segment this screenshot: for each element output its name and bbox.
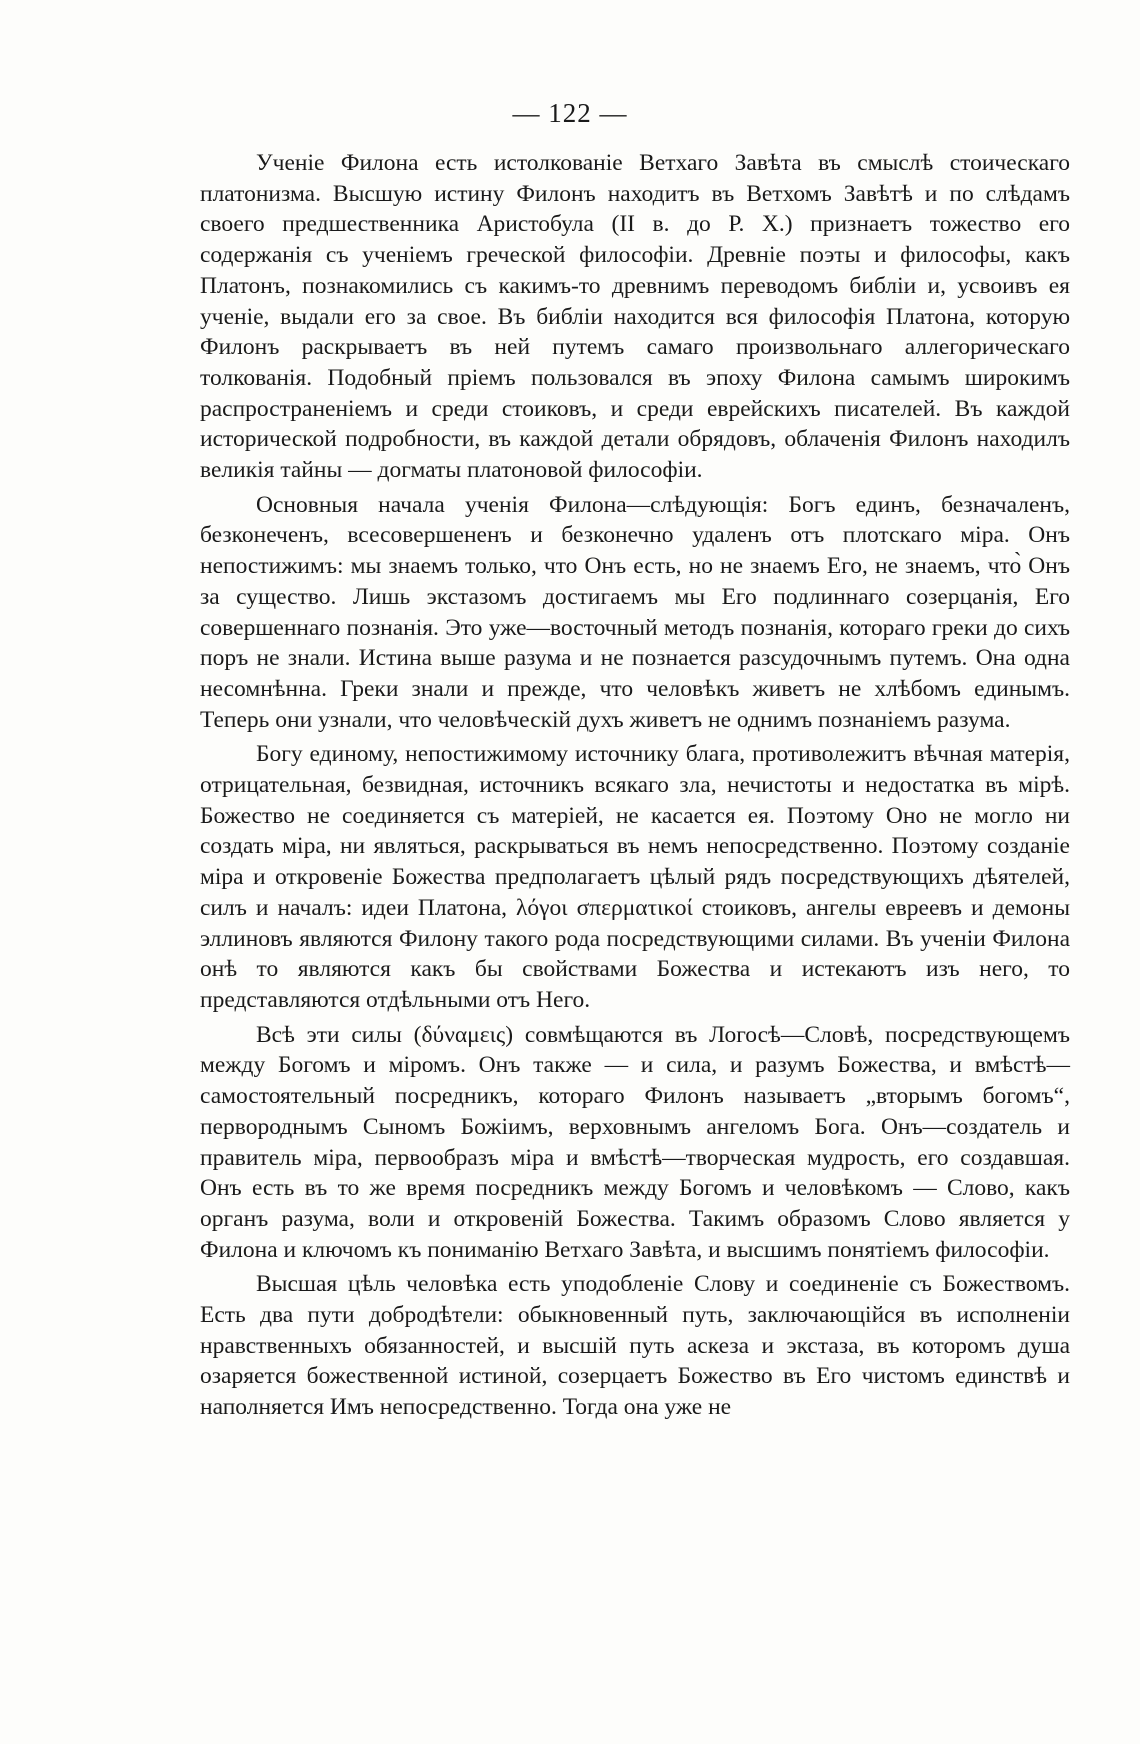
paragraph-3: Богу единому, непостижимому источнику блага, противолежитъ вѣчная матерія, отрицательная, безвидная, источникъ всякаго зла, нечистоты и недостатка въ мірѣ. Божество не соединяется съ матеріей, не касается ея. Поэтому Оно не могло ни создать міра, ни являться, раскрываться въ немъ непосредственно. Поэтому созданіе міра и откровеніе Божества предполагаетъ цѣлый рядъ посредствующихъ дѣятелей, силъ и началъ: идеи Платона, λόγοι σπερματικοί стоиковъ, ангелы евреевъ и демоны эллиновъ являются Филону такого рода посредствующими силами. Въ ученіи Филона онѣ то являются какъ бы свойствами Божества и истекаютъ изъ него, то представляются отдѣльными отъ Него. [200, 741, 1070, 1013]
paragraph-2: Основныя начала ученія Филона—слѣдующія: Богъ единъ, безначаленъ, безконеченъ, всесовершененъ и безконечно удаленъ отъ плотскаго міра. Онъ непостижимъ: мы знаемъ только, что Онъ есть, но не знаемъ Его, не знаемъ, что̀ Онъ за существо. Лишь экстазомъ достигаемъ мы Его подлиннаго созерцанія, Его совершеннаго познанія. Это уже—восточный методъ познанія, котораго греки до сихъ поръ не знали. Истина выше разума и не познается разсудочнымъ путемъ. Она одна несомнѣнна. Греки знали и прежде, что человѣкъ живетъ не хлѣбомъ единымъ. Теперь они узнали, что человѣческій духъ живетъ не однимъ познаніемъ разума. [200, 491, 1070, 733]
paragraph-5: Высшая цѣль человѣка есть уподобленіе Слову и соединеніе съ Божествомъ. Есть два пути добродѣтели: обыкновенный путь, заключающійся въ исполненіи нравственныхъ обязанностей, и высшій путь аскеза и экстаза, въ которомъ душа озаряется божественной истиной, созерцаетъ Божество въ Его чистомъ единствѣ и наполняется Имъ непосредственно. Тогда она уже не [200, 1271, 1070, 1421]
paragraph-4: Всѣ эти силы (δύναμεις) совмѣщаются въ Логосѣ—Словѣ, посредствующемъ между Богомъ и міромъ. Онъ также — и сила, и разумъ Божества, и вмѣстѣ—самостоятельный посредникъ, котораго Филонъ называетъ „вторымъ богомъ“, первороднымъ Сыномъ Божіимъ, верховнымъ ангеломъ Бога. Онъ—создатель и правитель міра, первообразъ міра и вмѣстѣ—творческая мудрость, его создавшая. Онъ есть въ то же время посредникъ между Богомъ и человѣкомъ — Слово, какъ органъ разума, воли и откровеній Божества. Такимъ образомъ Слово является у Филона и ключомъ къ пониманію Ветхаго Завѣта, и высшимъ понятіемъ философіи. [200, 1021, 1070, 1263]
paragraph-1: Ученіе Филона есть истолкованіе Ветхаго Завѣта въ смыслѣ стоическаго платонизма. Высшую истину Филонъ находитъ въ Ветхомъ Завѣтѣ и по слѣдамъ своего предшественника Аристобула (II в. до Р. Х.) признаетъ тожество его содержанія съ ученіемъ греческой философіи. Древніе поэты и философы, какъ Платонъ, познакомились съ какимъ-то древнимъ переводомъ библіи и, усвоивъ ея ученіе, выдали его за свое. Въ библіи находится вся философія Платона, которую Филонъ раскрываетъ въ ней путемъ самаго произвольнаго аллегорическаго толкованія. Подобный пріемъ пользовался въ эпоху Филона самымъ широкимъ распространеніемъ и среди стоиковъ, и среди еврейскихъ писателей. Въ каждой исторической подробности, въ каждой детали обрядовъ, облаченія Филонъ находилъ великія тайны — догматы платоновой философіи. [200, 150, 1070, 484]
body-text [200, 148, 1070, 1427]
page-number: — 122 — [512, 98, 628, 128]
